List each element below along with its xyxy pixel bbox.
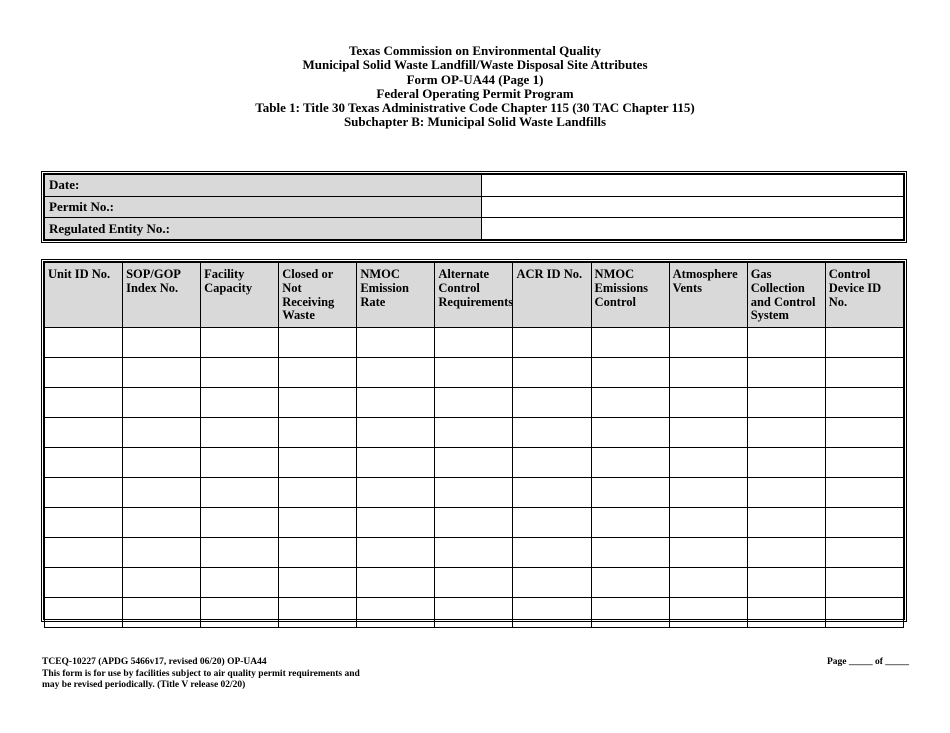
table-cell[interactable]	[279, 388, 357, 418]
table-cell[interactable]	[825, 418, 903, 448]
table-cell[interactable]	[279, 358, 357, 388]
table-cell[interactable]	[669, 568, 747, 598]
column-header: Unit ID No.	[45, 263, 123, 328]
table-cell[interactable]	[435, 448, 513, 478]
page-number: Page _____ of _____	[826, 657, 909, 667]
table-cell[interactable]	[747, 328, 825, 358]
table-cell[interactable]	[513, 478, 591, 508]
permit-number-field[interactable]	[482, 196, 904, 218]
table-cell[interactable]	[747, 358, 825, 388]
table-cell[interactable]	[123, 328, 201, 358]
table-cell[interactable]	[357, 448, 435, 478]
table-cell[interactable]	[825, 448, 903, 478]
table-cell[interactable]	[45, 358, 123, 388]
table-cell[interactable]	[45, 478, 123, 508]
table-cell[interactable]	[357, 388, 435, 418]
table-cell[interactable]	[825, 538, 903, 568]
column-header: ACR ID No.	[513, 263, 591, 328]
table-cell[interactable]	[669, 448, 747, 478]
table-cell[interactable]	[825, 388, 903, 418]
table-cell[interactable]	[513, 418, 591, 448]
table-cell[interactable]	[123, 598, 201, 628]
table-row	[45, 538, 904, 568]
table-cell[interactable]	[357, 508, 435, 538]
column-header: Gas Collection and Control System	[747, 263, 825, 328]
table-cell[interactable]	[747, 568, 825, 598]
table-cell[interactable]	[435, 538, 513, 568]
table-cell[interactable]	[123, 508, 201, 538]
identification-box	[41, 171, 907, 243]
column-header: Alternate Control Requirements	[435, 263, 513, 328]
table-cell[interactable]	[513, 598, 591, 628]
table-cell[interactable]	[45, 388, 123, 418]
table-cell[interactable]	[45, 508, 123, 538]
table-cell[interactable]	[201, 478, 279, 508]
table-cell[interactable]	[669, 538, 747, 568]
program-name: Federal Operating Permit Program	[376, 85, 574, 101]
date-field[interactable]	[482, 175, 904, 197]
table-cell[interactable]	[45, 328, 123, 358]
regulated-entity-field[interactable]	[482, 218, 904, 240]
table-row	[45, 418, 904, 448]
form-subject: Municipal Solid Waste Landfill/Waste Disposal Site Attributes	[302, 57, 648, 73]
table-cell[interactable]	[825, 358, 903, 388]
table-cell[interactable]	[201, 448, 279, 478]
form-footer	[42, 657, 360, 692]
table-cell[interactable]	[123, 538, 201, 568]
table-cell[interactable]	[435, 508, 513, 538]
table-cell[interactable]	[123, 388, 201, 418]
table-cell[interactable]	[669, 478, 747, 508]
form-header	[0, 44, 950, 130]
column-header: Atmosphere Vents	[669, 263, 747, 328]
agency-title: Texas Commission on Environmental Quality	[348, 43, 602, 58]
regulated-entity-label: Regulated Entity No.:	[45, 218, 482, 240]
table-cell[interactable]	[435, 418, 513, 448]
table-cell[interactable]	[591, 358, 669, 388]
table-row	[45, 388, 904, 418]
table-cell[interactable]	[513, 358, 591, 388]
table-cell[interactable]	[513, 538, 591, 568]
permit-number-label: Permit No.:	[45, 196, 482, 218]
column-header: Closed or Not Receiving Waste	[279, 263, 357, 328]
table-cell[interactable]	[45, 598, 123, 628]
table-cell[interactable]	[45, 418, 123, 448]
table-row	[45, 598, 904, 628]
table-cell[interactable]	[45, 568, 123, 598]
table-cell[interactable]	[123, 418, 201, 448]
table-cell[interactable]	[279, 568, 357, 598]
table-title: Table 1: Title 30 Texas Administrative Code Chapter 115 (30 TAC Chapter 115)	[255, 100, 695, 116]
table-cell[interactable]	[825, 598, 903, 628]
table-cell[interactable]	[825, 478, 903, 508]
table-cell[interactable]	[435, 358, 513, 388]
table-cell[interactable]	[513, 508, 591, 538]
table-cell[interactable]	[435, 328, 513, 358]
table-row	[45, 508, 904, 538]
table-cell[interactable]	[201, 598, 279, 628]
table-cell[interactable]	[747, 538, 825, 568]
table-cell[interactable]	[201, 508, 279, 538]
table-cell[interactable]	[591, 448, 669, 478]
table-cell[interactable]	[201, 358, 279, 388]
table-cell[interactable]	[747, 508, 825, 538]
table-cell[interactable]	[591, 508, 669, 538]
table-cell[interactable]	[357, 358, 435, 388]
table-cell[interactable]	[591, 418, 669, 448]
table-cell[interactable]	[279, 448, 357, 478]
table-cell[interactable]	[201, 418, 279, 448]
table-cell[interactable]	[201, 328, 279, 358]
column-header: Facility Capacity	[201, 263, 279, 328]
table-cell[interactable]	[357, 418, 435, 448]
table-cell[interactable]	[279, 508, 357, 538]
table-cell[interactable]	[123, 568, 201, 598]
table-cell[interactable]	[435, 568, 513, 598]
table-cell[interactable]	[357, 568, 435, 598]
table-cell[interactable]	[747, 598, 825, 628]
table-cell[interactable]	[669, 598, 747, 628]
column-header: NMOC Emission Rate	[357, 263, 435, 328]
table-cell[interactable]	[279, 478, 357, 508]
table-cell[interactable]	[279, 538, 357, 568]
table-cell[interactable]	[669, 418, 747, 448]
table-cell[interactable]	[435, 388, 513, 418]
table-cell[interactable]	[591, 598, 669, 628]
table-cell[interactable]	[201, 388, 279, 418]
table-row	[45, 448, 904, 478]
table-cell[interactable]	[591, 538, 669, 568]
date-label: Date:	[45, 175, 482, 197]
table-cell[interactable]	[513, 388, 591, 418]
table-cell[interactable]	[669, 388, 747, 418]
table-cell[interactable]	[45, 538, 123, 568]
table-cell[interactable]	[825, 328, 903, 358]
form-number: Form OP-UA44 (Page 1)	[406, 71, 544, 87]
table-cell[interactable]	[357, 598, 435, 628]
table-cell[interactable]	[747, 388, 825, 418]
table-row	[45, 568, 904, 598]
table-row	[45, 328, 904, 358]
table-cell[interactable]	[279, 598, 357, 628]
table-cell[interactable]	[747, 418, 825, 448]
form-usage-note: This form is for use by facilities subject to air quality permit requirements and	[42, 668, 360, 679]
table-row	[45, 478, 904, 508]
column-header: Control Device ID No.	[825, 263, 903, 328]
subchapter-title: Subchapter B: Municipal Solid Waste Landfills	[343, 114, 607, 130]
date-row	[45, 175, 904, 197]
table-cell[interactable]	[279, 418, 357, 448]
attributes-table	[41, 259, 907, 622]
table-cell[interactable]	[435, 478, 513, 508]
table-cell[interactable]	[513, 568, 591, 598]
table-cell[interactable]	[591, 328, 669, 358]
table-cell[interactable]	[669, 508, 747, 538]
table-cell[interactable]	[201, 568, 279, 598]
table-cell[interactable]	[123, 448, 201, 478]
table-row	[45, 358, 904, 388]
column-header: NMOC Emissions Control	[591, 263, 669, 328]
table-cell[interactable]	[825, 568, 903, 598]
table-cell[interactable]	[279, 328, 357, 358]
form-usage-note-cont: may be revised periodically. (Title V release 02/20)	[42, 680, 246, 690]
table-header-row	[45, 263, 904, 328]
table-cell[interactable]	[669, 358, 747, 388]
table-cell[interactable]	[669, 328, 747, 358]
table-cell[interactable]	[357, 538, 435, 568]
table-cell[interactable]	[201, 538, 279, 568]
table-cell[interactable]	[123, 358, 201, 388]
table-cell[interactable]	[123, 478, 201, 508]
table-cell[interactable]	[591, 478, 669, 508]
form-revision: TCEQ-10227 (APDG 5466v17, revised 06/20) OP-UA44	[42, 657, 267, 667]
table-cell[interactable]	[513, 448, 591, 478]
table-cell[interactable]	[357, 328, 435, 358]
column-header: SOP/GOP Index No.	[123, 263, 201, 328]
table-cell[interactable]	[591, 388, 669, 418]
permit-row	[45, 196, 904, 218]
table-cell[interactable]	[513, 328, 591, 358]
table-cell[interactable]	[591, 568, 669, 598]
table-cell[interactable]	[435, 598, 513, 628]
table-cell[interactable]	[825, 508, 903, 538]
table-cell[interactable]	[747, 448, 825, 478]
entity-row	[45, 218, 904, 240]
table-cell[interactable]	[747, 478, 825, 508]
table-cell[interactable]	[357, 478, 435, 508]
table-cell[interactable]	[45, 448, 123, 478]
